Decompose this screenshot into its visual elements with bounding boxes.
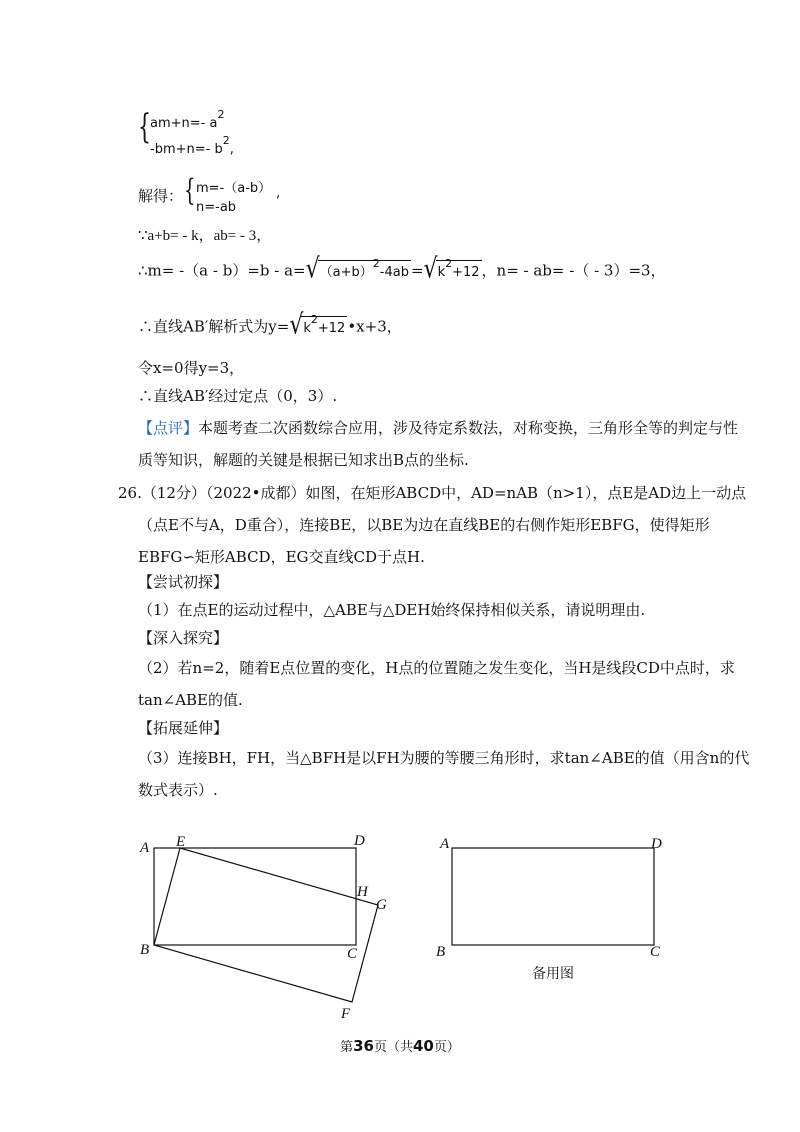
backup-caption: 备用图 xyxy=(532,966,574,982)
rectangle-abcd xyxy=(154,848,356,945)
section-title-extend: 【拓展延伸】 xyxy=(138,719,229,737)
section-title-explore: 【尝试初探】 xyxy=(138,573,229,591)
label-d: D xyxy=(354,833,365,849)
label-a: A xyxy=(140,840,150,856)
comment-tag: 【点评】 xyxy=(138,419,199,437)
sub-question-2-line-2: tan∠ABE的值. xyxy=(138,691,243,709)
footer-text: 页（共 xyxy=(373,1040,413,1055)
exponent: 2 xyxy=(445,257,453,270)
text: ∴m= -（a - b）=b - a= xyxy=(138,261,306,280)
label-b: B xyxy=(140,942,150,958)
radicand-tail: -4ab xyxy=(379,265,409,280)
sqrt-icon: √ xyxy=(305,253,320,285)
label-g: G xyxy=(376,897,387,913)
rectangle-ebfg xyxy=(154,848,378,1002)
label-h: H xyxy=(357,884,368,900)
radicand-tail: +12 xyxy=(317,321,346,336)
footer-text: 页） xyxy=(433,1040,460,1055)
backup-label-d: D xyxy=(651,836,662,852)
radicand-text: k xyxy=(437,265,446,280)
page-number: 36 xyxy=(353,1037,374,1055)
sub-question-3-line-2: 数式表示）. xyxy=(138,781,218,799)
text: •x+3， xyxy=(347,317,402,336)
page-footer xyxy=(0,1036,800,1055)
text: ∴直线AB′解析式为y= xyxy=(138,317,290,336)
text: = xyxy=(410,261,424,280)
punctuation: , xyxy=(229,142,234,157)
equation-text: -bm+n=- b xyxy=(150,142,223,157)
sqrt-icon: √ xyxy=(289,309,304,341)
punctuation: , xyxy=(276,186,281,201)
x0-line: 令x=0得y=3， xyxy=(138,359,245,377)
solve-label: 解得： xyxy=(138,187,184,205)
sqrt-icon: √ xyxy=(423,253,438,285)
sub-question-2-line-1: （2）若n=2，随着E点位置的变化，H点的位置随之发生变化，当H是线段CD中点时，求 xyxy=(138,659,735,677)
fixed-point-line: ∴直线AB′经过定点（0，3）. xyxy=(138,387,338,405)
q26-line-2: （点E不与A，D重合），连接BE，以BE为边在直线BE的右侧作矩形EBFG，使得矩形 xyxy=(138,516,710,534)
backup-label-a: A xyxy=(440,836,450,852)
equation-line: m=-（a-b） xyxy=(196,181,272,196)
footer-text: 第 xyxy=(340,1040,354,1055)
q26-line-3: EBFG∽矩形ABCD，EG交直线CD于点H. xyxy=(138,548,425,566)
label-e: E xyxy=(176,834,186,850)
q26-line-1: 26.（12分）（2022•成都）如图，在矩形ABCD中，AD=nAB（n>1），点E是AD边上一动点 xyxy=(118,484,747,502)
equation-line: n=-ab xyxy=(196,200,237,215)
backup-label-b: B xyxy=(436,944,446,960)
exponent: 2 xyxy=(222,134,230,147)
equation-text: am+n=- a xyxy=(150,116,218,131)
label-f: F xyxy=(341,1006,351,1022)
radicand-text: k xyxy=(303,321,311,336)
radicand-text: （a+b） xyxy=(319,265,373,280)
sub-question-3-line-1: （3）连接BH，FH，当△BFH是以FH为腰的等腰三角形时，求tan∠ABE的值（用含n的代 xyxy=(138,749,750,767)
text: ，n= - ab= -（ - 3）=3， xyxy=(481,261,666,280)
exponent: 2 xyxy=(372,257,380,270)
brace: { xyxy=(138,107,151,147)
page-total: 40 xyxy=(413,1037,434,1055)
section-title-deeper: 【深入探究】 xyxy=(138,629,229,647)
label-c: C xyxy=(347,946,358,962)
exponent: 2 xyxy=(217,108,225,121)
sub-question-1: （1）在点E的运动过程中，△ABE与△DEH始终保持相似关系，请说明理由. xyxy=(138,601,646,619)
because-line: ∵a+b= - k，ab= - 3， xyxy=(138,228,272,244)
brace: { xyxy=(184,173,196,208)
radicand-tail: +12 xyxy=(452,265,480,280)
backup-rectangle-abcd xyxy=(452,848,654,945)
comment-line-2: 质等知识，解题的关键是根据已知求出B点的坐标. xyxy=(138,451,469,469)
exponent: 2 xyxy=(310,313,318,326)
comment-text: 本题考查二次函数综合应用，涉及待定系数法，对称变换，三角形全等的判定与性 xyxy=(198,419,739,437)
backup-label-c: C xyxy=(650,944,661,960)
